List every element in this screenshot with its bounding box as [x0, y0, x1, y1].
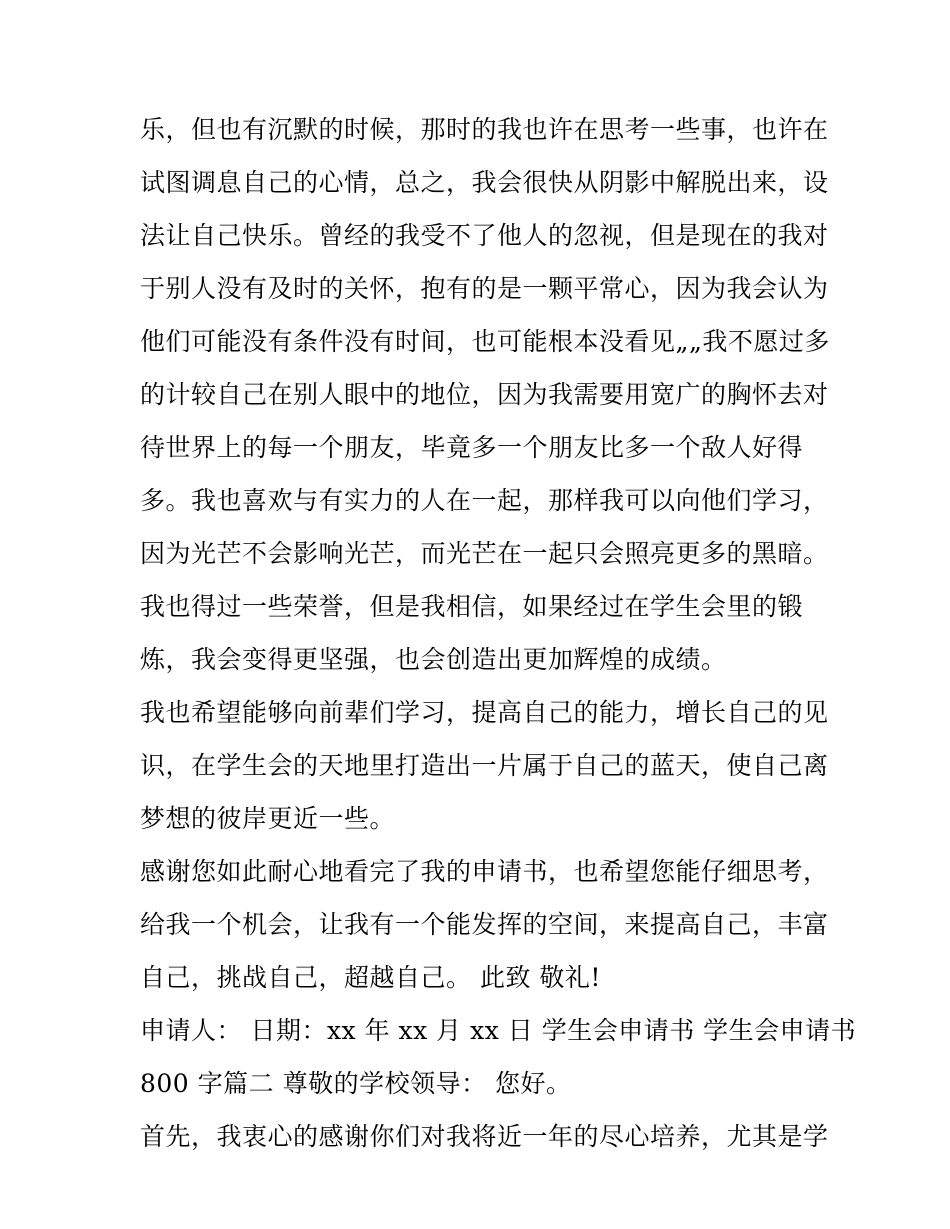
text-line: 我也希望能够向前辈们学习，提高自己的能力，增长自己的见	[140, 698, 829, 727]
text-line: 多。我也喜欢与有实力的人在一起，那样我可以向他们学习，	[140, 486, 829, 515]
text-line: 申请人： 日期：xx 年 xx 月 xx 日 学生会申请书 学生会申请书	[140, 1016, 857, 1045]
text-line: 梦想的彼岸更近一些。	[140, 804, 396, 833]
text-line: 于别人没有及时的关怀，抱有的是一颗平常心，因为我会认为	[140, 274, 829, 303]
text-line: 800 字篇二 尊敬的学校领导： 您好。	[140, 1069, 572, 1098]
text-line: 的计较自己在别人眼中的地位，因为我需要用宽广的胸怀去对	[140, 380, 829, 409]
text-line: 炼，我会变得更坚强，也会创造出更加辉煌的成绩。	[140, 645, 727, 674]
text-line: 自己，挑战自己，超越自己。 此致 敬礼!	[140, 963, 601, 992]
text-line: 因为光芒不会影响光芒，而光芒在一起只会照亮更多的黑暗。	[140, 539, 829, 568]
text-line: 给我一个机会，让我有一个能发挥的空间，来提高自己，丰富	[140, 910, 829, 939]
text-line: 首先，我衷心的感谢你们对我将近一年的尽心培养，尤其是学	[140, 1122, 829, 1151]
text-line: 试图调息自己的心情，总之，我会很快从阴影中解脱出来，设	[140, 168, 829, 197]
text-line: 待世界上的每一个朋友，毕竟多一个朋友比多一个敌人好得	[140, 433, 804, 462]
text-line: 感谢您如此耐心地看完了我的申请书，也希望您能仔细思考，	[140, 857, 829, 886]
text-line: 我也得过一些荣誉，但是我相信，如果经过在学生会里的锻	[140, 592, 804, 621]
document-body	[140, 103, 857, 1163]
text-line: 法让自己快乐。曾经的我受不了他人的忽视，但是现在的我对	[140, 221, 829, 250]
text-line: 识，在学生会的天地里打造出一片属于自己的蓝天，使自己离	[140, 751, 829, 780]
text-line: 他们可能没有条件没有时间，也可能根本没看见„„我不愿过多	[140, 327, 830, 356]
text-line: 乐，但也有沉默的时候，那时的我也许在思考一些事，也许在	[140, 115, 829, 144]
